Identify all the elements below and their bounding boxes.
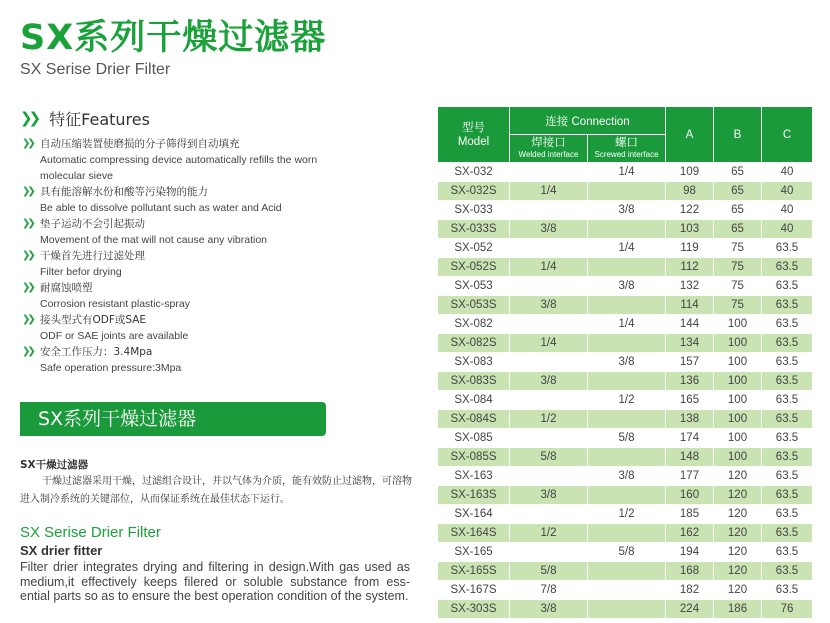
cell-welded: 7/8 xyxy=(510,581,588,600)
cell-model: SX-052 xyxy=(438,239,510,258)
cell-screwed xyxy=(588,562,666,581)
cell-a: 114 xyxy=(666,296,714,315)
cell-welded xyxy=(510,163,588,182)
section-banner xyxy=(20,402,326,436)
cell-c: 40 xyxy=(762,220,813,239)
screwed-header-cn: 螺口 xyxy=(615,137,638,149)
cell-c: 63.5 xyxy=(762,391,813,410)
cell-c: 63.5 xyxy=(762,410,813,429)
cell-b: 120 xyxy=(714,505,762,524)
cell-b: 120 xyxy=(714,524,762,543)
cell-a: 194 xyxy=(666,543,714,562)
features-heading xyxy=(20,107,150,129)
model-header xyxy=(438,107,510,163)
cell-welded: 1/4 xyxy=(510,334,588,353)
cell-model: SX-053S xyxy=(438,296,510,315)
section-banner-label: SX系列干燥过滤器 xyxy=(38,408,197,430)
cell-screwed xyxy=(588,524,666,543)
table-row xyxy=(438,239,813,258)
cell-a: 148 xyxy=(666,448,714,467)
connection-header: 连接 Connection xyxy=(510,107,666,135)
feature-cn: 自动压缩装置使磨损的分子筛得到自动填充 xyxy=(40,138,240,150)
cell-model: SX-163S xyxy=(438,486,510,505)
cell-screwed: 1/2 xyxy=(588,505,666,524)
table-row xyxy=(438,600,813,619)
feature-en: Be able to dissolve pollutant such as water and Acid xyxy=(40,202,282,214)
table-row xyxy=(438,562,813,581)
cell-b: 65 xyxy=(714,163,762,182)
feature-item xyxy=(22,280,342,312)
cell-a: 160 xyxy=(666,486,714,505)
cell-b: 100 xyxy=(714,353,762,372)
cell-a: 185 xyxy=(666,505,714,524)
cell-a: 103 xyxy=(666,220,714,239)
description-cn-body: 干燥过滤器采用干燥，过滤组合设计，并以气体为介质，能有效防止过滤物，可溶物进入制冷系统的关键部位，从而保证系统在最佳状态下运行。 xyxy=(20,476,412,505)
cell-model: SX-053 xyxy=(438,277,510,296)
table-row xyxy=(438,163,813,182)
description-en-body: Filter drier integrates drying and filtering in design.With gas used as medium,it effectively keeps filered or soluble substance from ess-ential parts so as to ensure the best operation condition of the system. xyxy=(20,560,410,603)
cell-c: 63.5 xyxy=(762,524,813,543)
cell-c: 63.5 xyxy=(762,239,813,258)
welded-header xyxy=(510,135,588,163)
double-chevron-right-icon: ❯❯ xyxy=(22,138,33,149)
description-en-title: SX Serise Drier Filter xyxy=(20,524,161,541)
cell-screwed: 3/8 xyxy=(588,201,666,220)
cell-b: 65 xyxy=(714,220,762,239)
cell-model: SX-083 xyxy=(438,353,510,372)
cell-c: 63.5 xyxy=(762,315,813,334)
table-row xyxy=(438,505,813,524)
feature-item xyxy=(22,184,342,216)
cell-b: 100 xyxy=(714,334,762,353)
cell-welded: 3/8 xyxy=(510,296,588,315)
feature-item xyxy=(22,344,342,376)
cell-model: SX-164S xyxy=(438,524,510,543)
welded-header-en: Welded interface xyxy=(518,150,579,159)
cell-model: SX-033S xyxy=(438,220,510,239)
cell-model: SX-052S xyxy=(438,258,510,277)
table-row xyxy=(438,429,813,448)
cell-screwed xyxy=(588,600,666,619)
feature-en: Automatic compressing device automatically refills the worn molecular sieve xyxy=(40,154,318,182)
model-header-en: Model xyxy=(457,135,490,148)
cell-a: 132 xyxy=(666,277,714,296)
cell-a: 144 xyxy=(666,315,714,334)
description-cn-heading: SX干燥过滤器 xyxy=(20,459,89,471)
cell-welded xyxy=(510,201,588,220)
feature-cn: 垫子运动不会引起振动 xyxy=(40,218,145,230)
cell-c: 63.5 xyxy=(762,448,813,467)
screwed-header xyxy=(588,135,666,163)
cell-a: 168 xyxy=(666,562,714,581)
cell-model: SX-085S xyxy=(438,448,510,467)
cell-c: 40 xyxy=(762,182,813,201)
cell-b: 75 xyxy=(714,277,762,296)
cell-welded: 3/8 xyxy=(510,486,588,505)
cell-screwed: 1/4 xyxy=(588,239,666,258)
feature-cn: 耐腐蚀喷塑 xyxy=(40,282,93,294)
feature-cn: 干燥首先进行过滤处理 xyxy=(40,250,145,262)
cell-welded xyxy=(510,391,588,410)
cell-c: 63.5 xyxy=(762,581,813,600)
cell-model: SX-085 xyxy=(438,429,510,448)
double-chevron-right-icon: ❯❯ xyxy=(22,186,33,197)
cell-welded xyxy=(510,239,588,258)
cell-model: SX-164 xyxy=(438,505,510,524)
cell-welded: 5/8 xyxy=(510,448,588,467)
cell-a: 109 xyxy=(666,163,714,182)
cell-screwed xyxy=(588,486,666,505)
screwed-header-en: Screwed interface xyxy=(594,150,659,159)
feature-en: Movement of the mat will not cause any vibration xyxy=(40,234,268,246)
cell-a: 98 xyxy=(666,182,714,201)
cell-screwed xyxy=(588,296,666,315)
cell-a: 157 xyxy=(666,353,714,372)
cell-c: 63.5 xyxy=(762,467,813,486)
cell-welded xyxy=(510,467,588,486)
feature-item xyxy=(22,216,342,248)
cell-a: 177 xyxy=(666,467,714,486)
cell-a: 174 xyxy=(666,429,714,448)
table-row xyxy=(438,220,813,239)
feature-cn: 安全工作压力：3.4Mpa xyxy=(40,346,153,358)
cell-a: 182 xyxy=(666,581,714,600)
cell-model: SX-032S xyxy=(438,182,510,201)
cell-model: SX-082 xyxy=(438,315,510,334)
cell-screwed xyxy=(588,258,666,277)
cell-b: 120 xyxy=(714,486,762,505)
cell-c: 63.5 xyxy=(762,486,813,505)
double-chevron-right-icon: ❯❯ xyxy=(22,218,33,229)
cell-model: SX-165 xyxy=(438,543,510,562)
cell-b: 100 xyxy=(714,448,762,467)
table-row xyxy=(438,524,813,543)
features-heading-label: 特征Features xyxy=(49,109,150,129)
feature-en: Safe operation pressure:3Mpa xyxy=(40,362,182,374)
feature-en: Corrosion resistant plastic-spray xyxy=(40,298,190,310)
cell-welded xyxy=(510,429,588,448)
cell-b: 65 xyxy=(714,201,762,220)
table-row xyxy=(438,258,813,277)
cell-b: 75 xyxy=(714,296,762,315)
cell-screwed: 5/8 xyxy=(588,429,666,448)
table-row xyxy=(438,201,813,220)
cell-model: SX-303S xyxy=(438,600,510,619)
cell-screwed: 1/4 xyxy=(588,315,666,334)
table-row xyxy=(438,543,813,562)
model-header-cn: 型号 xyxy=(462,121,485,134)
table-row xyxy=(438,448,813,467)
spec-table-body xyxy=(438,163,813,619)
cell-c: 63.5 xyxy=(762,543,813,562)
cell-welded: 5/8 xyxy=(510,562,588,581)
cell-b: 120 xyxy=(714,467,762,486)
double-chevron-right-icon: ❯❯ xyxy=(22,282,33,293)
spec-table xyxy=(437,106,813,619)
cell-b: 100 xyxy=(714,429,762,448)
cell-a: 112 xyxy=(666,258,714,277)
feature-en: Filter befor drying xyxy=(40,266,122,278)
table-row xyxy=(438,372,813,391)
table-row xyxy=(438,353,813,372)
cell-screwed xyxy=(588,581,666,600)
double-chevron-right-icon: ❯❯ xyxy=(22,250,33,261)
feature-item xyxy=(22,136,342,184)
cell-welded: 1/4 xyxy=(510,258,588,277)
table-row xyxy=(438,467,813,486)
table-row xyxy=(438,581,813,600)
cell-welded: 1/2 xyxy=(510,524,588,543)
cell-screwed: 5/8 xyxy=(588,543,666,562)
cell-screwed: 3/8 xyxy=(588,467,666,486)
cell-model: SX-082S xyxy=(438,334,510,353)
table-row xyxy=(438,315,813,334)
feature-item xyxy=(22,248,342,280)
cell-model: SX-032 xyxy=(438,163,510,182)
cell-b: 120 xyxy=(714,543,762,562)
cell-b: 186 xyxy=(714,600,762,619)
cell-welded xyxy=(510,505,588,524)
cell-model: SX-033 xyxy=(438,201,510,220)
cell-c: 40 xyxy=(762,163,813,182)
table-row xyxy=(438,410,813,429)
double-chevron-right-icon: ❯❯ xyxy=(22,314,33,325)
cell-screwed xyxy=(588,220,666,239)
cell-screwed xyxy=(588,448,666,467)
cell-screwed: 3/8 xyxy=(588,353,666,372)
cell-a: 136 xyxy=(666,372,714,391)
feature-en: ODF or SAE joints are available xyxy=(40,330,189,342)
cell-a: 165 xyxy=(666,391,714,410)
cell-a: 162 xyxy=(666,524,714,543)
cell-model: SX-084S xyxy=(438,410,510,429)
table-row xyxy=(438,391,813,410)
table-row xyxy=(438,334,813,353)
cell-welded xyxy=(510,315,588,334)
cell-welded: 1/2 xyxy=(510,410,588,429)
cell-a: 122 xyxy=(666,201,714,220)
cell-b: 120 xyxy=(714,562,762,581)
cell-b: 100 xyxy=(714,372,762,391)
cell-c: 40 xyxy=(762,201,813,220)
cell-model: SX-167S xyxy=(438,581,510,600)
welded-header-cn: 焊接口 xyxy=(531,137,566,149)
cell-a: 119 xyxy=(666,239,714,258)
cell-b: 65 xyxy=(714,182,762,201)
features-list xyxy=(22,136,342,376)
cell-c: 63.5 xyxy=(762,296,813,315)
cell-b: 100 xyxy=(714,410,762,429)
cell-b: 100 xyxy=(714,391,762,410)
table-row xyxy=(438,277,813,296)
cell-c: 63.5 xyxy=(762,334,813,353)
b-header: B xyxy=(714,107,762,163)
table-row xyxy=(438,296,813,315)
cell-c: 63.5 xyxy=(762,429,813,448)
cell-b: 75 xyxy=(714,239,762,258)
double-chevron-right-icon: ❯❯ xyxy=(20,109,38,127)
feature-cn: 接头型式有ODF或SAE xyxy=(40,314,147,326)
a-header: A xyxy=(666,107,714,163)
cell-welded xyxy=(510,277,588,296)
cell-model: SX-083S xyxy=(438,372,510,391)
cell-screwed: 3/8 xyxy=(588,277,666,296)
cell-c: 63.5 xyxy=(762,258,813,277)
table-row xyxy=(438,486,813,505)
cell-c: 63.5 xyxy=(762,372,813,391)
cell-a: 138 xyxy=(666,410,714,429)
cell-c: 63.5 xyxy=(762,562,813,581)
cell-model: SX-163 xyxy=(438,467,510,486)
cell-screwed xyxy=(588,410,666,429)
cell-welded xyxy=(510,543,588,562)
cell-b: 100 xyxy=(714,315,762,334)
cell-welded: 3/8 xyxy=(510,600,588,619)
feature-cn: 具有能溶解水份和酸等污染物的能力 xyxy=(40,186,208,198)
table-row xyxy=(438,182,813,201)
cell-a: 224 xyxy=(666,600,714,619)
cell-a: 134 xyxy=(666,334,714,353)
cell-c: 63.5 xyxy=(762,505,813,524)
cell-welded: 3/8 xyxy=(510,372,588,391)
cell-screwed: 1/2 xyxy=(588,391,666,410)
double-chevron-right-icon: ❯❯ xyxy=(22,346,33,357)
cell-model: SX-165S xyxy=(438,562,510,581)
cell-c: 63.5 xyxy=(762,277,813,296)
cell-b: 75 xyxy=(714,258,762,277)
page-title: SX系列干燥过滤器 xyxy=(20,18,327,58)
cell-welded: 1/4 xyxy=(510,182,588,201)
cell-screwed: 1/4 xyxy=(588,163,666,182)
cell-c: 63.5 xyxy=(762,353,813,372)
cell-c: 76 xyxy=(762,600,813,619)
cell-model: SX-084 xyxy=(438,391,510,410)
cell-welded xyxy=(510,353,588,372)
page-subtitle: SX Serise Drier Filter xyxy=(20,61,171,78)
cell-screwed xyxy=(588,182,666,201)
description-en-subtitle: SX drier fitter xyxy=(20,543,103,558)
cell-screwed xyxy=(588,334,666,353)
c-header: C xyxy=(762,107,813,163)
cell-b: 120 xyxy=(714,581,762,600)
cell-screwed xyxy=(588,372,666,391)
feature-item xyxy=(22,312,342,344)
cell-welded: 3/8 xyxy=(510,220,588,239)
